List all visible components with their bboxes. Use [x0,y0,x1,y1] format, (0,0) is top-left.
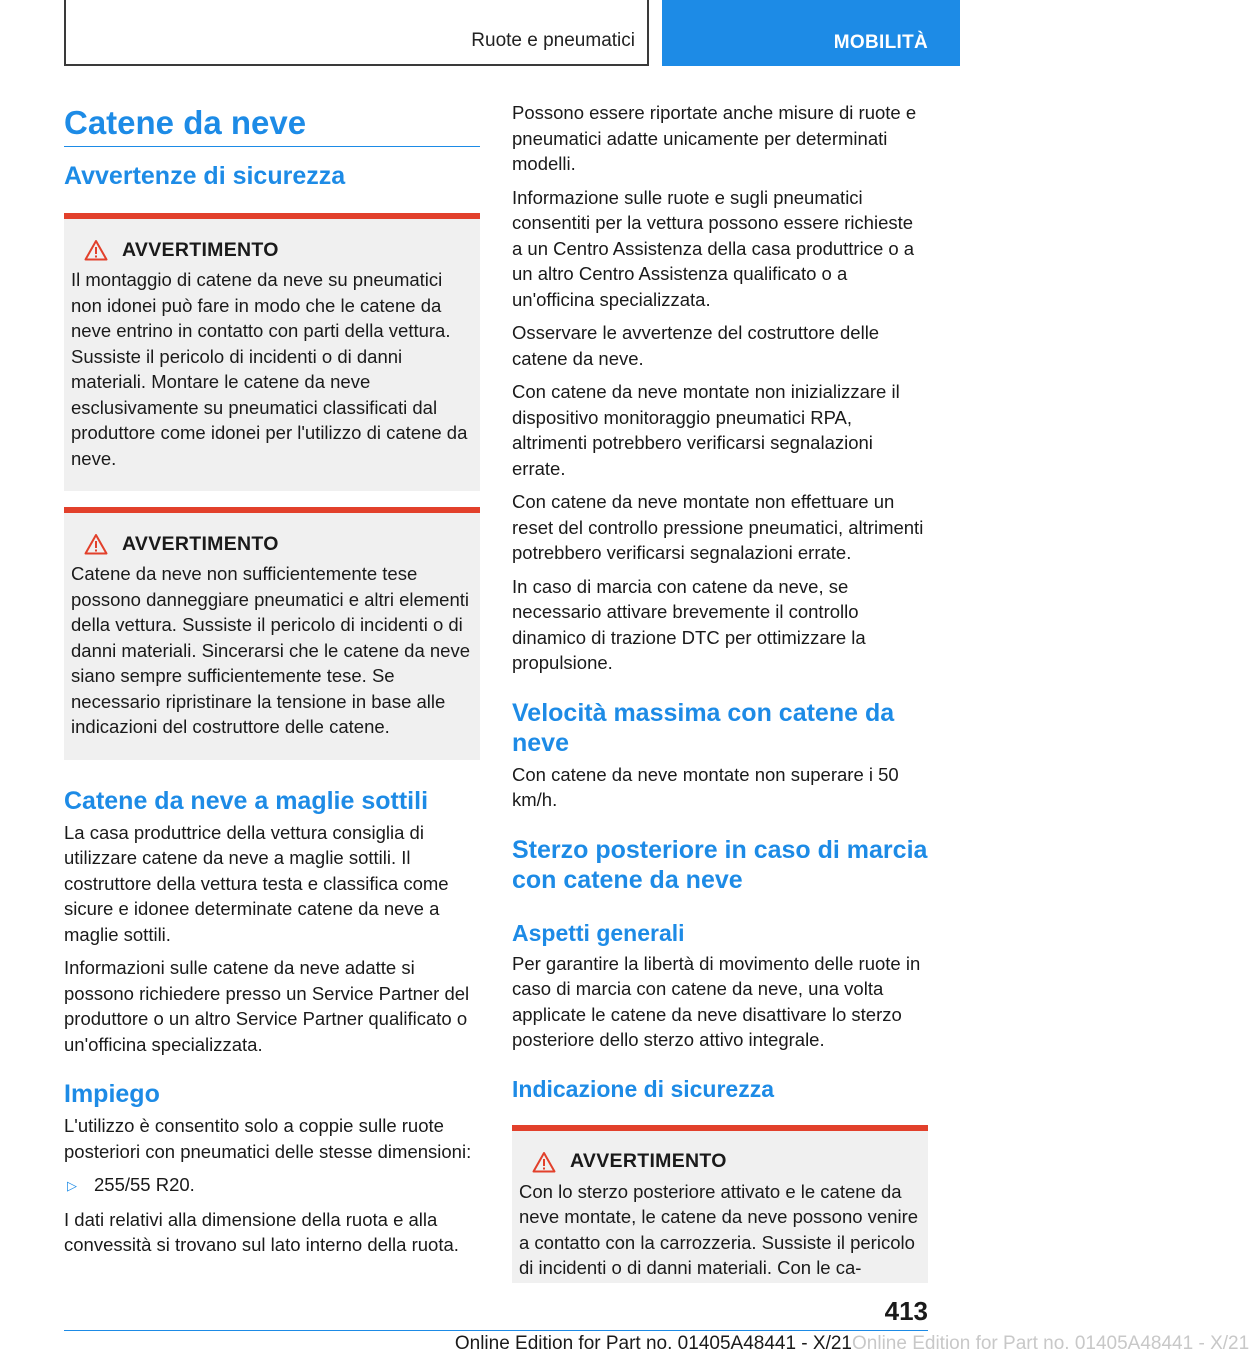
warning-label: AVVERTIMENTO [570,1150,727,1172]
page-number: 413 [884,1296,928,1326]
bullet-triangle-icon: ▷ [67,1178,77,1193]
general-paragraph: Per garantire la libertà di movimento delle ruote in caso di marcia con catene da neve, una volta applicate le catene da neve disattivare lo sterzo posteriore dello sterzo attivo integrale. [512,952,921,1050]
paragraph: Possono essere riportate anche misure di ruote e pneumatici adatte unicamente per determinati modelli. [512,102,917,174]
fine-chains-paragraph-1: La casa produttrice della vettura consiglia di utilizzare catene da neve a maglie sottili. Il costruttore della vettura testa e classifica come sicure e idonee determinate catene da neve a maglie sottili. [64,821,449,945]
paragraph: Informazione sulle ruote e sugli pneumatici consentiti per la vettura possono essere richieste a un Centro Assistenza della casa produttrice o a un altro Centro Assistenza qualificato o a un'officina specializzata. [512,186,915,310]
paragraph: Con catene da neve montate non inizializzare il dispositivo monitoraggio pneumatici RPA, altrimenti potrebbero verificarsi segnalazioni errate. [512,381,900,479]
warning-triangle-icon [532,1151,556,1173]
fine-chains-heading: Catene da neve a maglie sottili [64,786,429,815]
fine-chains-paragraph-2: Informazioni sulle catene da neve adatte si possono richiedere presso un Service Partner del produttore o un altro Service Partner qualificato o un'officina specializzata. [64,957,470,1055]
header-section-tab [64,0,649,66]
paragraph: In caso di marcia con catene da neve, se necessario attivare brevemente il controllo dinamico di trazione DTC per ottimizzare la propulsione. [512,575,866,673]
footer-watermark: Online Edition for Part no. 01405A48441 - X/21 [852,1333,1249,1354]
warning-text: Il montaggio di catene da neve su pneumatici non idonei può fare in modo che le catene da neve entrino in contatto con parti della vettura. Sussiste il pericolo di incidenti o di danni materiali. Montare le catene da neve esclusivamente su pneumatici classificati dal produttore come idonei per l'utilizzo di catene da neve. [71,269,468,469]
warning-label: AVVERTIMENTO [122,532,279,555]
title-divider [64,146,480,147]
header-chapter-title: MOBILITÀ [833,32,928,53]
usage-heading: Impiego [64,1080,160,1108]
rear-steer-heading: Sterzo posteriore in caso di marcia con catene da neve [512,835,928,894]
safety-heading: Avvertenze di sicurezza [64,162,346,190]
warning-triangle-icon [84,239,108,261]
warning-text: Con lo sterzo posteriore attivato e le catene da neve montate, le catene da neve possono venire a contatto con la carrozzeria. Sussiste il pericolo di incidenti o di danni materiali. Con le ca- [519,1180,919,1278]
page-title: Catene da neve [64,104,307,141]
warning-box-3 [512,1125,928,1283]
usage-paragraph-2: I dati relativi alla dimensione della ruota e alla convessità si trovano sul lato interno della ruota. [64,1208,459,1255]
warning-header [71,237,472,263]
header-chapter-tab [662,0,960,66]
footer-edition: Online Edition for Part no. 01405A48441 - X/21 [454,1333,852,1354]
header-section-title: Ruote e pneumatici [471,30,635,51]
warning-header [71,531,472,557]
warning-text: Catene da neve non sufficientemente tese possono danneggiare pneumatici e altri elementi della vettura. Sussiste il pericolo di incidenti o di danni materiali. Sincerarsi che le catene da neve siano sempre sufficientemente tese. Se necessario ripristinare la tensione in base alle indicazioni del costruttore delle catene. [71,563,471,737]
warning-header [519,1149,920,1175]
left-column [64,100,480,1258]
right-column [512,100,928,1283]
speed-heading: Velocità massima con catene da neve [512,698,895,757]
warning-box-1 [64,213,480,491]
paragraph: Con catene da neve montate non effettuare un reset del controllo pressione pneumatici, altrimenti potrebbero verificarsi segnalazioni errate. [512,491,924,563]
usage-paragraph-1: L'utilizzo è consentito solo a coppie sulle ruote posteriori con pneumatici delle stesse dimensioni: [64,1115,472,1162]
general-heading: Aspetti generali [512,919,685,946]
warning-label: AVVERTIMENTO [122,238,279,261]
list-item [64,1172,480,1199]
warning-triangle-icon [84,533,108,555]
warning-box-2 [64,507,480,760]
speed-paragraph: Con catene da neve montate non superare i 50 km/h. [512,763,899,810]
list-item-text: 255/55 R20. [94,1174,195,1195]
safety-note-heading: Indicazione di sicurezza [512,1075,775,1102]
paragraph: Osservare le avvertenze del costruttore delle catene da neve. [512,322,880,369]
footer-divider [64,1330,928,1331]
